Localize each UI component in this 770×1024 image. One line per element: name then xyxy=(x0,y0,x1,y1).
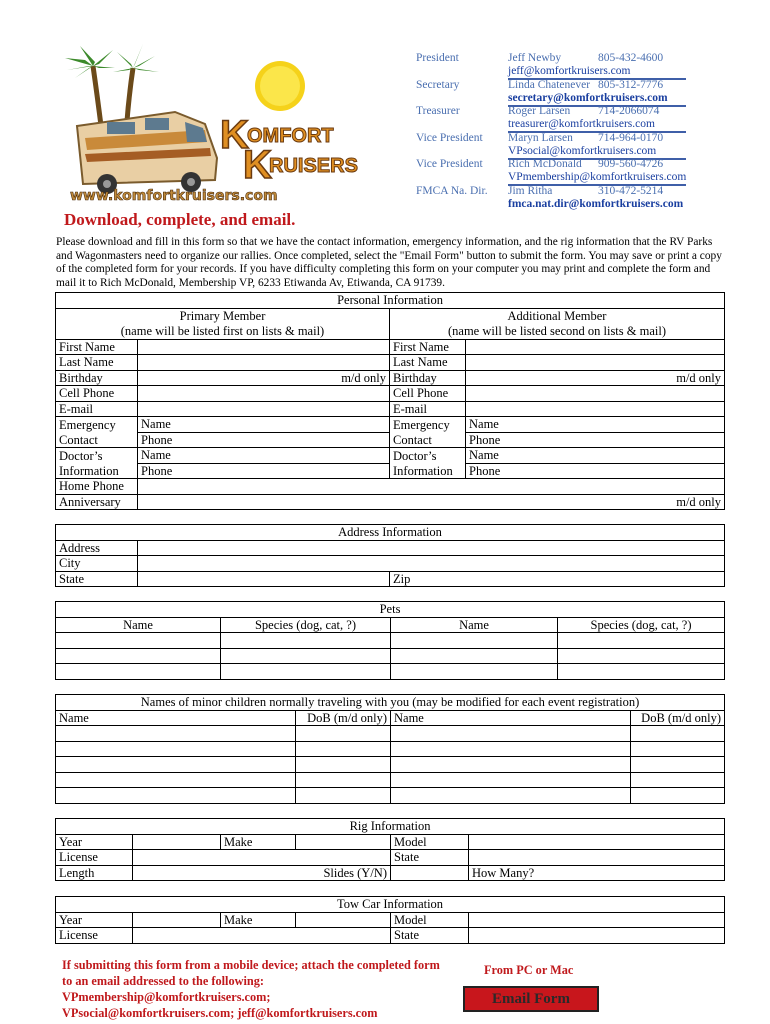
pet-name-field[interactable] xyxy=(56,664,221,680)
officer-email[interactable]: secretary@komfortkruisers.com xyxy=(508,91,668,104)
column-header: Name xyxy=(391,710,631,726)
child-dob-field[interactable] xyxy=(631,788,725,804)
md-only-hint: m/d only xyxy=(676,370,722,385)
rig-model-field[interactable] xyxy=(469,834,725,850)
name-sublabel: Name xyxy=(141,448,171,463)
svg-text:K: K xyxy=(220,113,249,157)
column-header: Species (dog, cat, ?) xyxy=(558,617,725,633)
field-label: Year xyxy=(56,912,133,928)
page-title: Download, complete, and email. xyxy=(64,210,296,229)
svg-text:RUISERS: RUISERS xyxy=(269,155,358,177)
phone-sublabel: Phone xyxy=(469,432,501,447)
column-header: Name xyxy=(391,617,558,633)
child-dob-field[interactable] xyxy=(296,757,391,773)
field-label: Model xyxy=(391,834,469,850)
column-header: Name xyxy=(56,617,221,633)
primary-emergency-phone-field[interactable] xyxy=(138,432,390,448)
primary-first-name-field[interactable] xyxy=(138,339,390,355)
officer-email[interactable]: treasurer@komfortkruisers.com xyxy=(508,118,655,131)
primary-email-field[interactable] xyxy=(138,401,390,417)
tow-year-field[interactable] xyxy=(133,912,221,928)
officer-phone: 310-472-5214 xyxy=(598,184,664,197)
pet-species-field[interactable] xyxy=(221,633,391,649)
tow-model-field[interactable] xyxy=(469,912,725,928)
name-sublabel: Name xyxy=(469,417,499,432)
pet-name-field[interactable] xyxy=(391,648,558,664)
pets-table xyxy=(55,601,725,680)
home-phone-field[interactable] xyxy=(138,479,725,495)
officer-phone: 714-964-0170 xyxy=(598,131,664,144)
personal-information-table xyxy=(55,292,725,510)
child-name-field[interactable] xyxy=(391,726,631,742)
city-field[interactable] xyxy=(138,556,725,572)
child-dob-field[interactable] xyxy=(296,788,391,804)
field-label: Home Phone xyxy=(56,479,138,495)
field-label: State xyxy=(391,928,469,944)
primary-birthday-field[interactable] xyxy=(138,370,390,386)
field-label: State xyxy=(56,571,138,587)
field-label: Contact xyxy=(390,432,466,448)
field-label: Doctor’s xyxy=(390,448,466,464)
officer-title: FMCA Na. Dir. xyxy=(416,184,488,197)
field-label: Doctor’s xyxy=(56,448,138,464)
officer-name: Maryn Larsen xyxy=(508,131,573,144)
phone-sublabel: Phone xyxy=(141,463,173,478)
child-name-field[interactable] xyxy=(391,772,631,788)
email-form-button[interactable]: Email Form xyxy=(463,986,599,1012)
officer-row xyxy=(416,52,736,79)
pet-species-field[interactable] xyxy=(558,633,725,649)
tow-make-field[interactable] xyxy=(296,912,391,928)
field-label: Model xyxy=(391,912,469,928)
child-dob-field[interactable] xyxy=(296,726,391,742)
section-title: Names of minor children normally traveling with you (may be modified for each event registration) xyxy=(56,695,725,711)
tow-state-field[interactable] xyxy=(469,928,725,944)
field-label: Last Name xyxy=(56,355,138,371)
additional-cell-phone-field[interactable] xyxy=(466,386,725,402)
tow-car-information-table xyxy=(55,896,725,944)
pet-species-field[interactable] xyxy=(558,648,725,664)
additional-member-heading: Additional Member xyxy=(390,308,725,324)
primary-member-heading: Primary Member xyxy=(56,308,390,324)
column-header: Name xyxy=(56,710,296,726)
phone-sublabel: Phone xyxy=(141,432,173,447)
field-label: Cell Phone xyxy=(390,386,466,402)
child-name-field[interactable] xyxy=(391,788,631,804)
primary-last-name-field[interactable] xyxy=(138,355,390,371)
tow-license-field[interactable] xyxy=(133,928,391,944)
pet-species-field[interactable] xyxy=(221,648,391,664)
field-label: Anniversary xyxy=(56,494,138,510)
how-many-label: How Many? xyxy=(472,865,535,880)
officer-name: Rich McDonald xyxy=(508,158,582,171)
rig-information-table xyxy=(55,818,725,881)
primary-member-note: (name will be listed first on lists & mail) xyxy=(56,324,390,340)
child-dob-field[interactable] xyxy=(631,757,725,773)
mobile-submission-note: If submitting this form from a mobile device; attach the completed form to an email addressed to the following: VPmembership@komfortkruisers.com; VPsocial@komfortkruisers.com; jeff@komfortkruisers.com xyxy=(62,958,440,1020)
officer-phone: 805-432-4600 xyxy=(598,52,664,64)
additional-emergency-name-field[interactable] xyxy=(466,417,725,433)
table-row xyxy=(56,772,725,788)
field-label: Cell Phone xyxy=(56,386,138,402)
rig-length-field[interactable] xyxy=(133,865,391,881)
rig-year-field[interactable] xyxy=(133,834,221,850)
child-name-field[interactable] xyxy=(56,741,296,757)
md-only-hint: m/d only xyxy=(341,370,386,385)
officer-email[interactable]: fmca.nat.dir@komfortkruisers.com xyxy=(508,197,684,210)
officer-title: Vice President xyxy=(416,158,483,171)
additional-doctor-phone-field[interactable] xyxy=(466,463,725,479)
pet-name-field[interactable] xyxy=(56,648,221,664)
name-sublabel: Name xyxy=(469,448,499,463)
officer-title: Treasurer xyxy=(416,105,460,118)
child-name-field[interactable] xyxy=(56,757,296,773)
officer-name: Linda Chatenever xyxy=(508,78,591,91)
field-label: City xyxy=(56,556,138,572)
child-dob-field[interactable] xyxy=(631,772,725,788)
officer-email[interactable]: VPmembership@komfortkruisers.com xyxy=(508,171,687,184)
section-title: Personal Information xyxy=(56,293,725,309)
field-label: Birthday xyxy=(56,370,138,386)
additional-last-name-field[interactable] xyxy=(466,355,725,371)
pc-mac-label: From PC or Mac xyxy=(484,963,574,977)
svg-text:www.komfortkruisers.com: www.komfortkruisers.com xyxy=(70,188,278,204)
pet-species-field[interactable] xyxy=(558,664,725,680)
officer-phone: 909-560-4726 xyxy=(598,158,664,171)
officer-phone: 805-312-7776 xyxy=(598,78,664,91)
column-header: DoB (m/d only) xyxy=(631,710,725,726)
officer-row xyxy=(416,105,736,132)
section-title: Pets xyxy=(56,602,725,618)
officer-row xyxy=(416,132,736,159)
field-label: License xyxy=(56,928,133,944)
officer-name: Jim Ritha xyxy=(508,184,553,197)
table-row xyxy=(56,741,725,757)
table-row xyxy=(56,726,725,742)
komfort-kruisers-logo xyxy=(55,38,385,216)
table-row xyxy=(56,664,725,680)
officer-email[interactable]: jeff@komfortkruisers.com xyxy=(508,65,631,77)
field-label: License xyxy=(56,850,133,866)
section-title: Address Information xyxy=(56,525,725,541)
additional-birthday-field[interactable] xyxy=(466,370,725,386)
rig-slides-field[interactable] xyxy=(391,865,469,881)
rig-how-many-field[interactable] xyxy=(469,865,725,881)
additional-emergency-phone-field[interactable] xyxy=(466,432,725,448)
intro-paragraph: Please download and fill in this form so that we have the contact information, emergency information, and the rig information that the RV Parks and Wagonmasters need to organize our rallies. Once completed, select the "Email Form" button to submit the form. You may save or print a copy of the completed form for your records. If you have difficulty completing this form on your computer you may print and complete the form and mail it to Rich McDonald, Membership VP, 6233 Etiwanda Av, Etiwanda, CA 91739. xyxy=(56,236,722,289)
field-label: Make xyxy=(221,834,296,850)
field-label: Information xyxy=(56,463,138,479)
child-name-field[interactable] xyxy=(56,772,296,788)
field-label: Year xyxy=(56,834,133,850)
officer-row xyxy=(416,185,736,212)
field-label: First Name xyxy=(56,339,138,355)
field-label: Information xyxy=(390,463,466,479)
primary-doctor-phone-field[interactable] xyxy=(138,463,390,479)
name-sublabel: Name xyxy=(141,417,171,432)
rig-state-field[interactable] xyxy=(469,850,725,866)
address-field[interactable] xyxy=(138,540,725,556)
zip-label: Zip xyxy=(393,571,411,586)
officer-email[interactable]: VPsocial@komfortkruisers.com xyxy=(508,144,657,157)
officer-title: Vice President xyxy=(416,131,483,144)
officer-title: President xyxy=(416,52,459,64)
child-name-field[interactable] xyxy=(56,726,296,742)
officers-list xyxy=(416,52,736,212)
additional-email-field[interactable] xyxy=(466,401,725,417)
pet-species-field[interactable] xyxy=(221,664,391,680)
children-table xyxy=(55,694,725,804)
child-dob-field[interactable] xyxy=(631,741,725,757)
section-title: Rig Information xyxy=(56,819,725,835)
phone-sublabel: Phone xyxy=(469,463,501,478)
child-name-field[interactable] xyxy=(391,757,631,773)
field-label: Contact xyxy=(56,432,138,448)
section-title: Tow Car Information xyxy=(56,897,725,913)
rig-make-field[interactable] xyxy=(296,834,391,850)
primary-cell-phone-field[interactable] xyxy=(138,386,390,402)
child-dob-field[interactable] xyxy=(296,741,391,757)
primary-doctor-name-field[interactable] xyxy=(138,448,390,464)
field-label: Birthday xyxy=(390,370,466,386)
officer-row xyxy=(416,158,736,185)
primary-emergency-name-field[interactable] xyxy=(138,417,390,433)
pet-name-field[interactable] xyxy=(391,664,558,680)
officer-name: Roger Larsen xyxy=(508,105,571,118)
officer-phone: 714-2066074 xyxy=(598,105,660,118)
pet-name-field[interactable] xyxy=(56,633,221,649)
field-label: First Name xyxy=(390,339,466,355)
child-dob-field[interactable] xyxy=(631,726,725,742)
state-field[interactable] xyxy=(138,571,390,587)
table-row xyxy=(56,788,725,804)
field-label: Length xyxy=(56,865,133,881)
child-dob-field[interactable] xyxy=(296,772,391,788)
field-label: Address xyxy=(56,540,138,556)
field-label: E-mail xyxy=(56,401,138,417)
column-header: DoB (m/d only) xyxy=(296,710,391,726)
table-row xyxy=(56,757,725,773)
motorhome-icon xyxy=(77,112,217,194)
zip-field[interactable] xyxy=(390,571,725,587)
svg-text:OMFORT: OMFORT xyxy=(247,125,334,147)
additional-doctor-name-field[interactable] xyxy=(466,448,725,464)
svg-text:K: K xyxy=(243,143,272,187)
field-label: State xyxy=(391,850,469,866)
table-row xyxy=(56,648,725,664)
officer-title: Secretary xyxy=(416,78,460,91)
additional-member-note: (name will be listed second on lists & mail) xyxy=(390,324,725,340)
address-information-table xyxy=(55,524,725,587)
anniversary-field[interactable] xyxy=(138,494,725,510)
slides-label: Slides (Y/N) xyxy=(323,865,387,880)
field-label: Emergency xyxy=(56,417,138,433)
field-label: Emergency xyxy=(390,417,466,433)
child-name-field[interactable] xyxy=(56,788,296,804)
pet-name-field[interactable] xyxy=(391,633,558,649)
field-label: Last Name xyxy=(390,355,466,371)
table-row xyxy=(56,633,725,649)
field-label: Make xyxy=(221,912,296,928)
additional-first-name-field[interactable] xyxy=(466,339,725,355)
rig-license-field[interactable] xyxy=(133,850,391,866)
child-name-field[interactable] xyxy=(391,741,631,757)
column-header: Species (dog, cat, ?) xyxy=(221,617,391,633)
md-only-hint: m/d only xyxy=(676,494,722,509)
field-label: E-mail xyxy=(390,401,466,417)
officer-row xyxy=(416,79,736,106)
officer-name: Jeff Newby xyxy=(508,52,562,64)
